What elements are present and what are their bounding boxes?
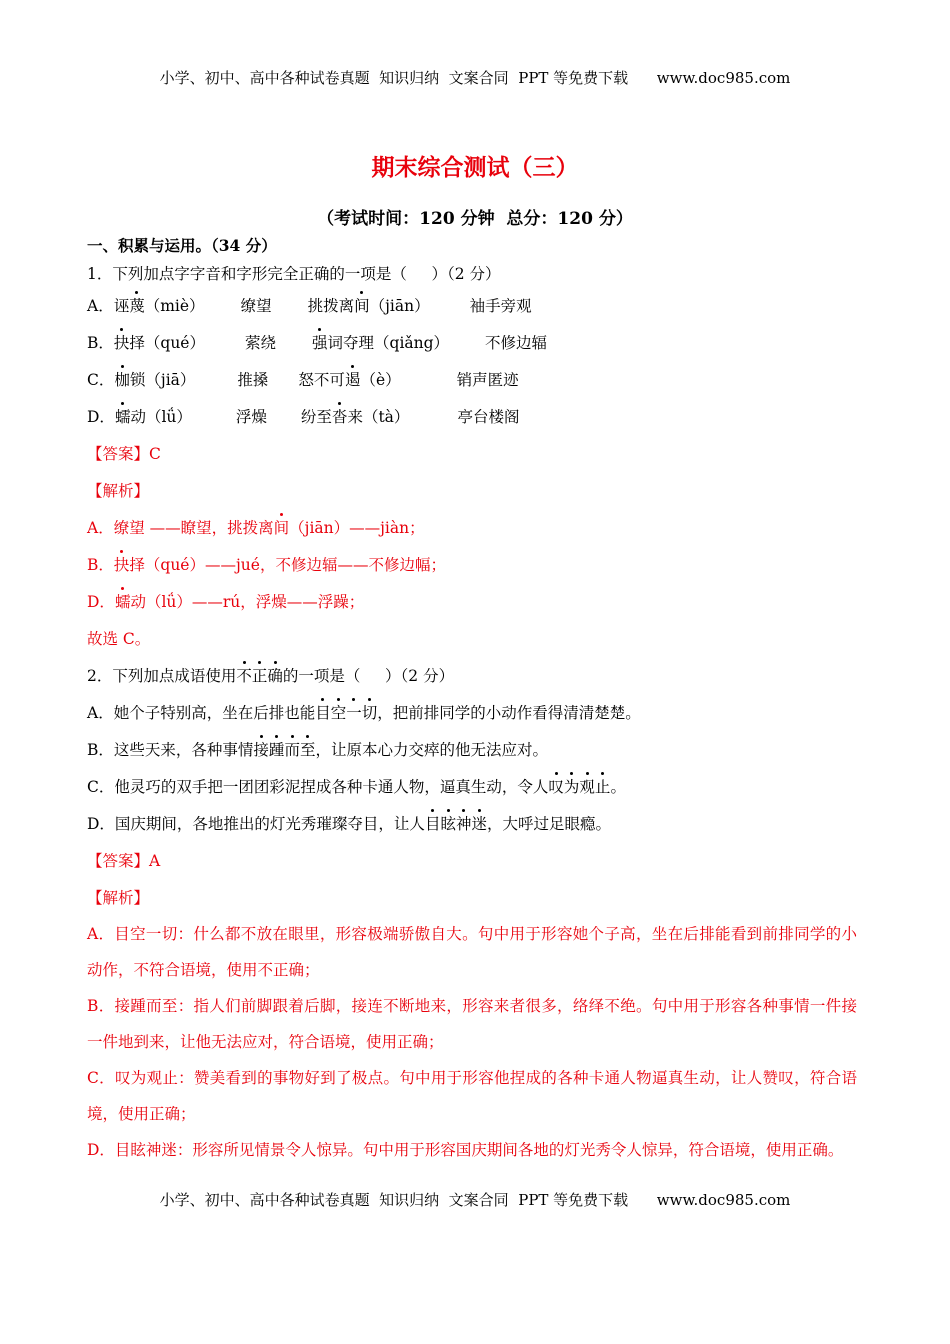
q2-option-b: B．这些天来，各种事情 接 踵 而 至 ，让原本心力交瘁的他无法应对。 <box>87 740 548 759</box>
q1-option-a: A． 诬 蔑 （miè） 缭望 挑拨离 间 （jiān） 袖手旁观 <box>87 296 532 315</box>
q1-option-b: B． 抉 择（qué） 萦绕 强 词夺理（qiǎng） 不修边辐 <box>87 333 548 352</box>
q2-analysis-d: D．目眩神迷：形容所见情景令人惊异。句中用于形容国庆期间各地的灯光秀令人惊异，符合语境，使用正确。 <box>87 1141 844 1159</box>
q1-analysis-a: A．缭望 ——瞭望，挑拨离 间 （jiān）——jiàn； <box>87 518 425 537</box>
q2-option-a: A．她个子特别高，坐在后排也能 目 空 一 切 ，把前排同学的小动作看得清清楚楚。 <box>87 703 641 722</box>
q1-answer: 【答案】 C <box>87 444 161 463</box>
exam-subtitle: （考试时间：120 分钟 总分：120 分） <box>317 209 633 229</box>
q2-analysis-c: C．叹为观止：赞美看到的事物好到了极点。句中用于形容他捏成的各种卡通人物逼真生动，让人赞叹，符合语境，使用正确； <box>87 1069 857 1123</box>
section-heading: 一、积累与运用。（34 分） <box>87 236 277 255</box>
q1-conclusion: 故选 C。 <box>87 629 151 648</box>
q2-analysis-label: 【解析】 <box>87 888 150 907</box>
q2-answer: 【答案】 A <box>87 851 161 870</box>
question-1-stem: 1．下列加点字字音和字形完全正确的一项是（ ）（2 分） <box>87 265 501 283</box>
page-footer: 小学、初中、高中各种试卷真题 知识归纳 文案合同 PPT 等免费下载 www.doc985.com <box>159 1191 791 1209</box>
q1-option-d: D． 蠕 动（lǘ） 浮燥 纷至 沓 来（tà） 亭台楼阁 <box>87 407 520 426</box>
q2-analysis-b: B．接踵而至：指人们前脚跟着后脚，接连不断地来，形容来者很多，络绎不绝。句中用于形容各种事情一件接一件地到来，让他无法应对，符合语境，使用正确； <box>87 997 857 1051</box>
q1-analysis-d: D． 蠕 动（lǘ）——rú，浮燥——浮躁； <box>87 592 365 611</box>
q1-option-c: C． 枷 锁（jiā） 推搡 怒不可 遏 （è） 销声匿迹 <box>87 370 519 389</box>
q2-option-c: C．他灵巧的双手把一团团彩泥捏成各种卡通人物，逼真生动，令人 叹 为 观 止 。 <box>87 777 626 796</box>
question-2-stem: 2．下列加点成语使用 不 正 确 的一项是（ ）（2 分） <box>87 666 455 685</box>
q1-analysis-label: 【解析】 <box>87 481 150 500</box>
document-body <box>87 235 857 1168</box>
q2-option-d: D．国庆期间，各地推出的灯光秀璀璨夺目，让人 目 眩 神 迷 ，大呼过足眼瘾。 <box>87 814 612 833</box>
q1-analysis-b: B． 抉 择（qué）——jué，不修边辐——不修边幅； <box>87 555 446 574</box>
q2-analysis-a: A．目空一切：什么都不放在眼里，形容极端骄傲自大。句中用于形容她个子高，坐在后排能看到前排同学的小动作，不符合语境，使用不正确； <box>87 925 857 979</box>
page-header: 小学、初中、高中各种试卷真题 知识归纳 文案合同 PPT 等免费下载 www.doc985.com <box>159 69 791 87</box>
page-title: 期末综合测试（三） <box>371 154 579 181</box>
